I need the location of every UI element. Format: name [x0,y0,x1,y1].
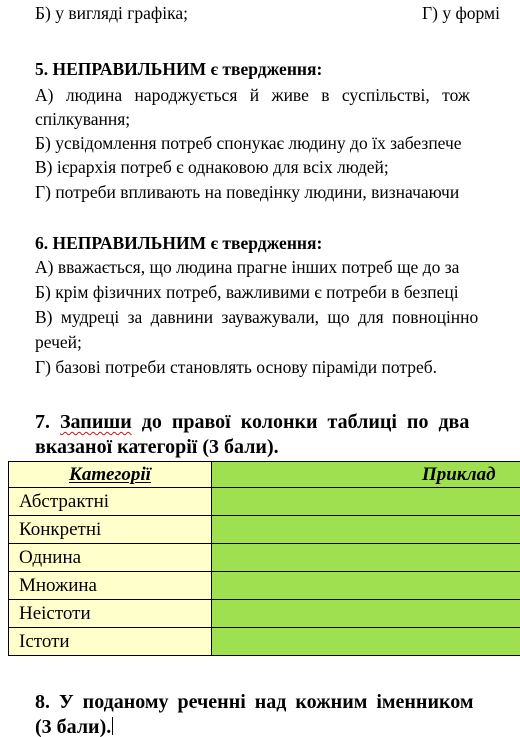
category-cell: Істоти [9,628,212,656]
q8-title-line2[interactable]: (3 бали). [35,716,112,737]
q5-option-d: Г) потреби впливають на поведінку людини, визначаючи [35,182,460,202]
example-cell[interactable] [212,572,520,600]
example-cell[interactable] [212,544,520,572]
q6-option-c-line2: речей; [35,332,82,352]
q4-option-d: Г) у формі [422,3,500,23]
q5-option-c: В) ієрархія потреб є однаковою для всіх людей; [35,157,389,177]
q7-title-line2: вказаної категорії (3 бали). [35,436,279,458]
q7-title-rest: до правої колонки таблиці по два [141,411,470,433]
example-cell[interactable] [212,628,520,656]
table-row [9,544,520,572]
q5-title: 5. НЕПРАВИЛЬНИМ є твердження: [35,59,323,79]
q6-title: 6. НЕПРАВИЛЬНИМ є твердження: [35,233,323,253]
table-header-categories: Категорії [9,462,212,488]
category-cell: Множина [9,572,212,600]
q8-title-line1: 8. У поданому реченні над кожним іменником [35,691,474,713]
category-cell: Неістоти [9,600,212,628]
text-cursor [112,717,113,735]
table-row [9,488,520,516]
category-cell: Абстрактні [9,488,212,516]
example-cell[interactable] [212,488,520,516]
q5-option-b: Б) усвідомлення потреб спонукає людину до їх забезпече [35,133,462,153]
table-row [9,572,520,600]
q4-option-b: Б) у вигляді графіка; [35,3,188,23]
q6-option-c-line1: В) мудреці за давнини зауважували, що для повноцінно [35,307,479,327]
table-header-examples: Приклад [212,462,520,488]
category-cell: Однина [9,544,212,572]
table-row [9,628,520,656]
q6-option-a: А) вважається, що людина прагне інших потреб ще до за [35,257,460,277]
q6-option-b: Б) крім фізичних потреб, важливими є потреби в безпеці [35,282,459,302]
q5-option-a-line2: спілкування; [35,109,131,129]
table-header-row [9,462,520,488]
q7-number: 7. [35,411,50,433]
q6-option-d: Г) базові потреби становлять основу піраміди потреб. [35,357,438,377]
table-row [9,600,520,628]
q5-option-a-line1: А) людина народжується й живе в суспільстві, тож [35,85,470,105]
q7-title-line1 [35,410,469,434]
table-row [9,516,520,544]
q7-spellcheck-word[interactable]: Запиши [60,411,132,433]
categories-table [8,461,520,656]
example-cell[interactable] [212,516,520,544]
example-cell[interactable] [212,600,520,628]
category-cell: Конкретні [9,516,212,544]
